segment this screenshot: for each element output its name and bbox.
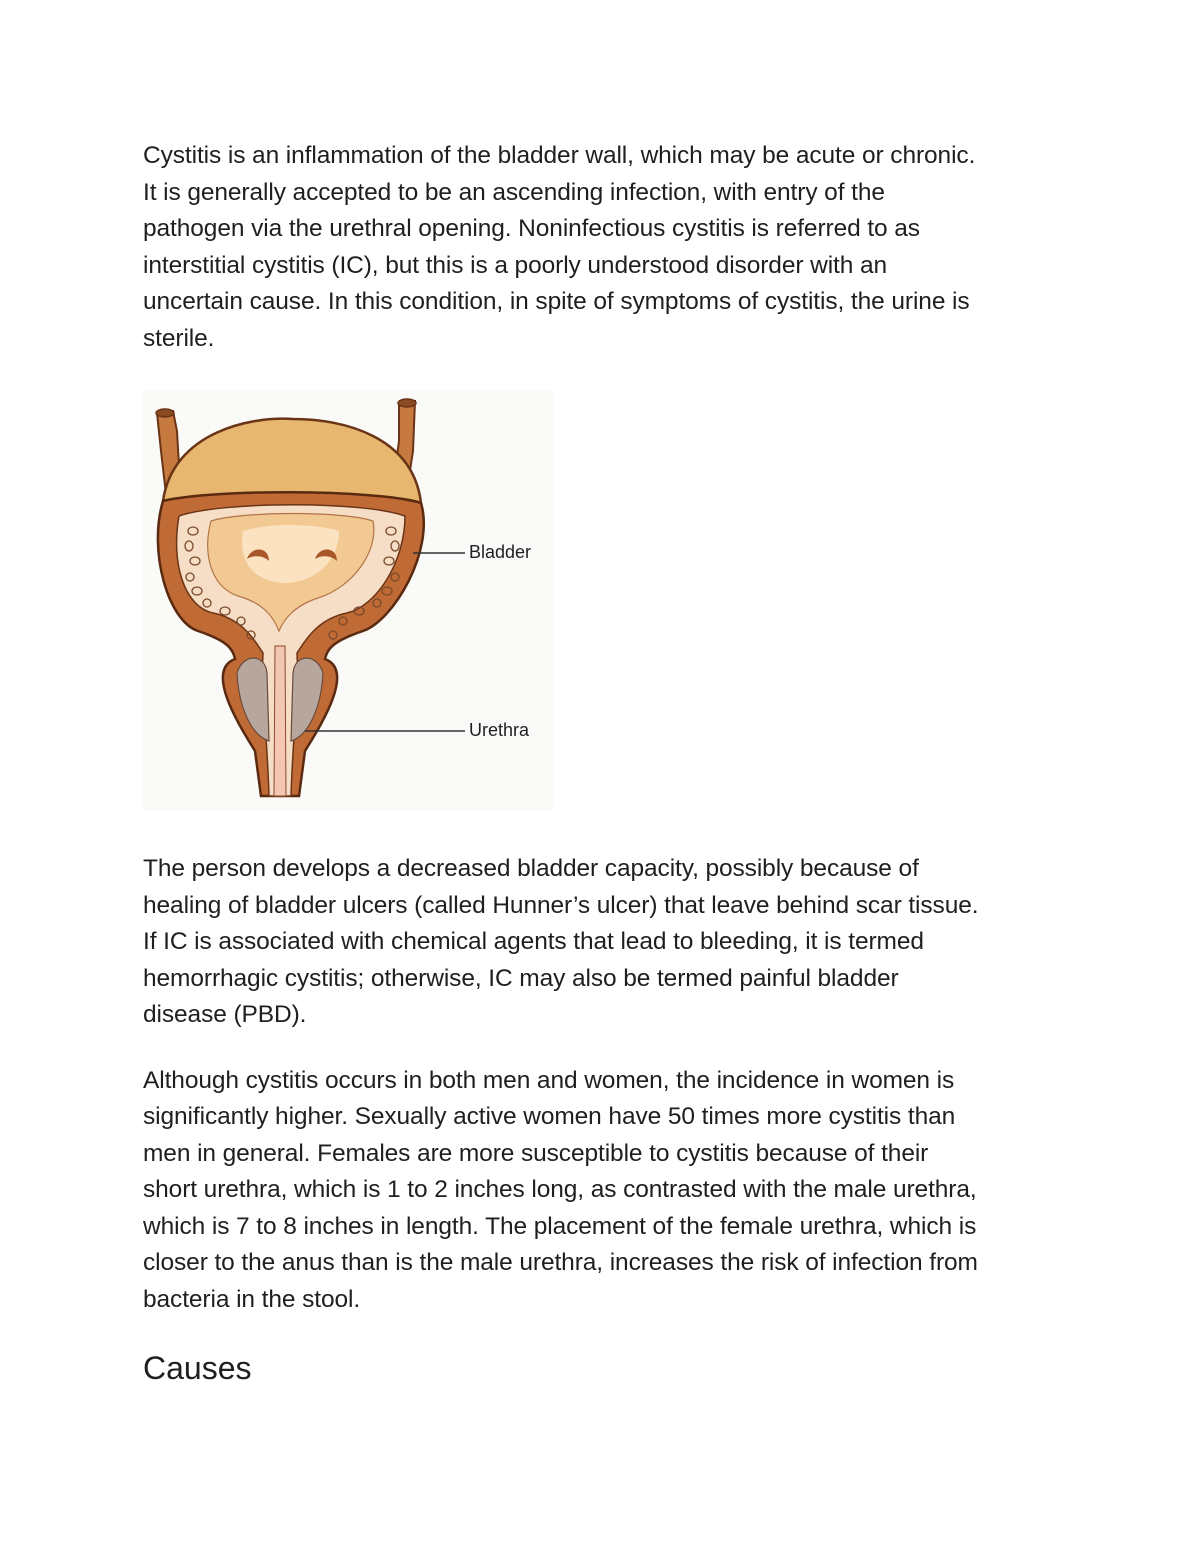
text-line: pathogen via the urethral opening. Noninfectious cystitis is referred to as	[143, 215, 920, 242]
bladder-diagram	[143, 391, 553, 811]
text-line: If IC is associated with chemical agents that lead to bleeding, it is termed	[143, 928, 924, 955]
text-line: bacteria in the stool.	[143, 1285, 361, 1313]
text-line: which is 7 to 8 inches in length. The placement of the female urethra, which is	[143, 1212, 977, 1240]
label-urethra: Urethra	[469, 720, 530, 740]
text-line: disease (PBD).	[143, 1001, 307, 1028]
text-line: Although cystitis occurs in both men and women, the incidence in women is	[143, 1066, 955, 1094]
urethra-channel	[274, 646, 286, 796]
text-line: interstitial cystitis (IC), but this is a poorly understood disorder with an	[143, 251, 888, 279]
text-line: sterile.	[143, 324, 215, 352]
bladder-illustration	[143, 391, 553, 811]
text-line: hemorrhagic cystitis; otherwise, IC may also be termed painful bladder	[143, 964, 899, 992]
text-line: healing of bladder ulcers (called Hunner’s ulcer) that leave behind scar tissue.	[143, 891, 979, 919]
paragraph-incidence	[143, 1063, 1068, 1319]
left-ureter-opening	[156, 409, 174, 417]
paragraph-capacity	[143, 851, 1068, 1034]
document-page	[143, 138, 1068, 1388]
right-ureter-opening	[398, 399, 416, 407]
text-line: uncertain cause. In this condition, in spite of symptoms of cystitis, the urine is	[143, 288, 970, 315]
text-line: men in general. Females are more susceptible to cystitis because of their	[143, 1139, 929, 1167]
label-bladder: Bladder	[469, 542, 532, 562]
text-line: significantly higher. Sexually active women have 50 times more cystitis than	[143, 1103, 956, 1130]
text-line: The person develops a decreased bladder capacity, possibly because of	[143, 855, 919, 882]
text-line: short urethra, which is 1 to 2 inches long, as contrasted with the male urethra,	[143, 1176, 977, 1203]
paragraph-intro	[143, 138, 1068, 357]
text-line: It is generally accepted to be an ascending infection, with entry of the	[143, 178, 885, 206]
text-line: closer to the anus than is the male urethra, increases the risk of infection from	[143, 1249, 978, 1276]
text-line: Cystitis is an inflammation of the bladder wall, which may be acute or chronic.	[143, 142, 976, 169]
section-heading-causes: Causes	[143, 1350, 252, 1386]
